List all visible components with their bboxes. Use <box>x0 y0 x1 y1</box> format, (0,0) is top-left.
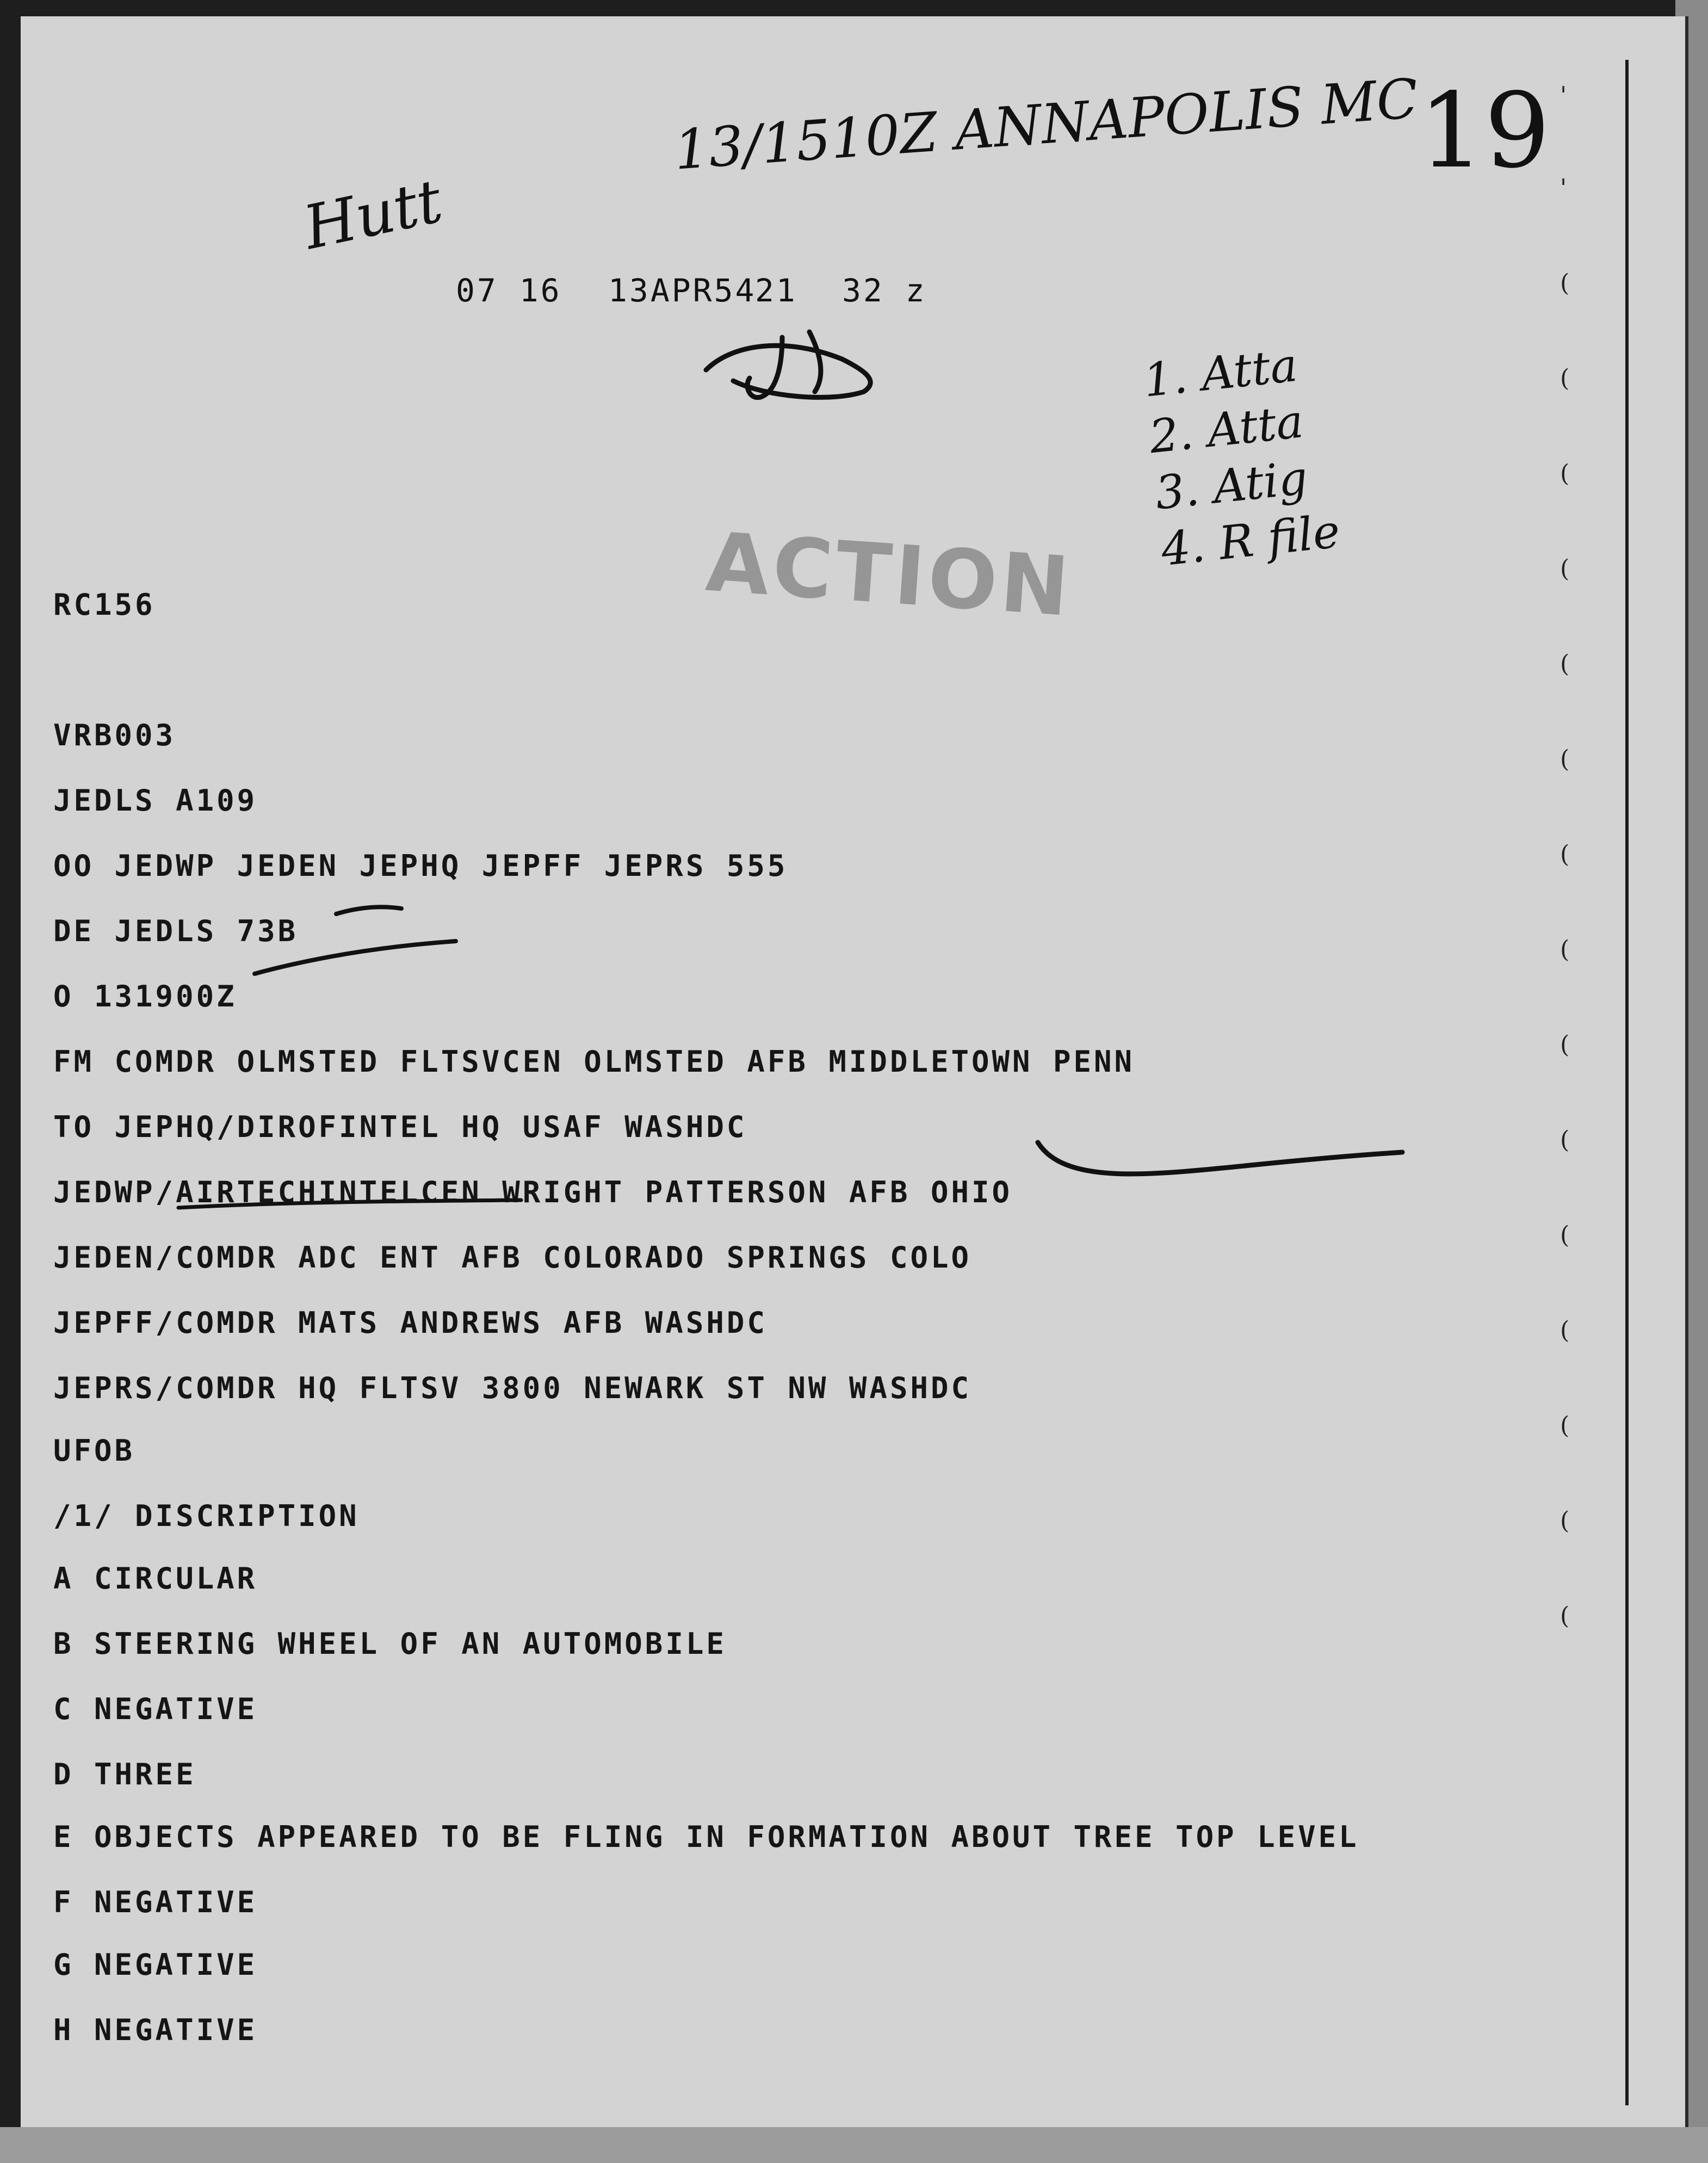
margin-punch-mark: ( <box>1560 1412 1570 1439</box>
handwritten-routing-notes <box>1141 334 1342 578</box>
message-line: JEDWP/AIRTECHINTELCEN WRIGHT PATTERSON AFB OHIO <box>53 1175 1013 1209</box>
margin-punch-mark: ( <box>1560 1221 1570 1249</box>
margin-punch-mark: ( <box>1560 1507 1570 1535</box>
message-line: VRB003 <box>53 718 176 752</box>
message-line: DE JEDLS 73B <box>53 914 299 948</box>
margin-punch-mark: ( <box>1560 650 1570 678</box>
margin-punch-mark: ' <box>1560 174 1567 202</box>
message-line: C NEGATIVE <box>53 1692 258 1726</box>
message-line: D THREE <box>53 1757 196 1791</box>
message-line: JEPFF/COMDR MATS ANDREWS AFB WASHDC <box>53 1306 768 1340</box>
message-line: A CIRCULAR <box>53 1561 258 1596</box>
stamp-minute: 32 z <box>842 272 927 309</box>
handwritten-page-number: 19 <box>1419 71 1550 191</box>
action-stamp: ACTION <box>703 515 1075 635</box>
message-line: F NEGATIVE <box>53 1885 258 1919</box>
margin-punch-mark: ( <box>1560 555 1570 583</box>
handwritten-top-note: 13/1510Z ANNAPOLIS MC <box>672 66 1420 182</box>
message-line: E OBJECTS APPEARED TO BE FLING IN FORMATION ABOUT TREE TOP LEVEL <box>53 1820 1359 1854</box>
routing-note: 1. Atta <box>1141 338 1300 407</box>
ink-underline-stroke <box>173 1132 1435 1213</box>
margin-punch-mark: ( <box>1560 460 1570 487</box>
margin-punch-mark: ( <box>1560 1317 1570 1344</box>
margin-punch-mark: ( <box>1560 269 1570 297</box>
message-line: JEDEN/COMDR ADC ENT AFB COLORADO SPRINGS COLO <box>53 1240 971 1275</box>
margin-punch-mark: ' <box>1560 82 1567 109</box>
message-line: JEPRS/COMDR HQ FLTSV 3800 NEWARK ST NW WASHDC <box>53 1371 971 1405</box>
message-line: TO JEPHQ/DIROFINTEL HQ USAF WASHDC <box>53 1110 747 1144</box>
message-line: /1/ DISCRIPTION <box>53 1499 360 1533</box>
stamp-time-code: 07 16 <box>456 272 562 309</box>
message-line: H NEGATIVE <box>53 2013 258 2047</box>
signature-scribble <box>701 321 896 408</box>
routing-note: 3. Atig <box>1153 450 1310 520</box>
margin-punch-mark: ( <box>1560 745 1570 773</box>
stamp-date: 13APR54 <box>608 272 757 309</box>
message-line: B STEERING WHEEL OF AN AUTOMOBILE <box>53 1627 727 1661</box>
scan-frame-bottom <box>0 2127 1708 2163</box>
message-line: G NEGATIVE <box>53 1948 258 1982</box>
message-line: RC156 <box>53 588 156 622</box>
message-line: JEDLS A109 <box>53 783 258 818</box>
handwritten-initials: Hutt <box>298 165 448 263</box>
margin-punch-mark: ( <box>1560 1031 1570 1059</box>
routing-note: 2. Atta <box>1147 394 1306 464</box>
ink-underline-stroke <box>238 898 467 985</box>
teletype-page <box>21 16 1688 2127</box>
message-line: FM COMDR OLMSTED FLTSVCEN OLMSTED AFB MIDDLETOWN PENN <box>53 1045 1135 1079</box>
margin-punch-mark: ( <box>1560 936 1570 963</box>
stamp-hour: 21 <box>755 272 797 309</box>
message-line: O 131900Z <box>53 979 237 1013</box>
message-line: UFOB <box>53 1433 135 1468</box>
margin-punch-mark: ( <box>1560 364 1570 392</box>
margin-punch-mark: ( <box>1560 841 1570 868</box>
message-line: OO JEDWP JEDEN JEPHQ JEPFF JEPRS 555 <box>53 849 788 883</box>
margin-punch-mark: ( <box>1560 1602 1570 1630</box>
margin-punch-mark: ( <box>1560 1126 1570 1154</box>
routing-note: 4. R file <box>1159 504 1342 577</box>
paper-edge-rule <box>1625 60 1629 2105</box>
